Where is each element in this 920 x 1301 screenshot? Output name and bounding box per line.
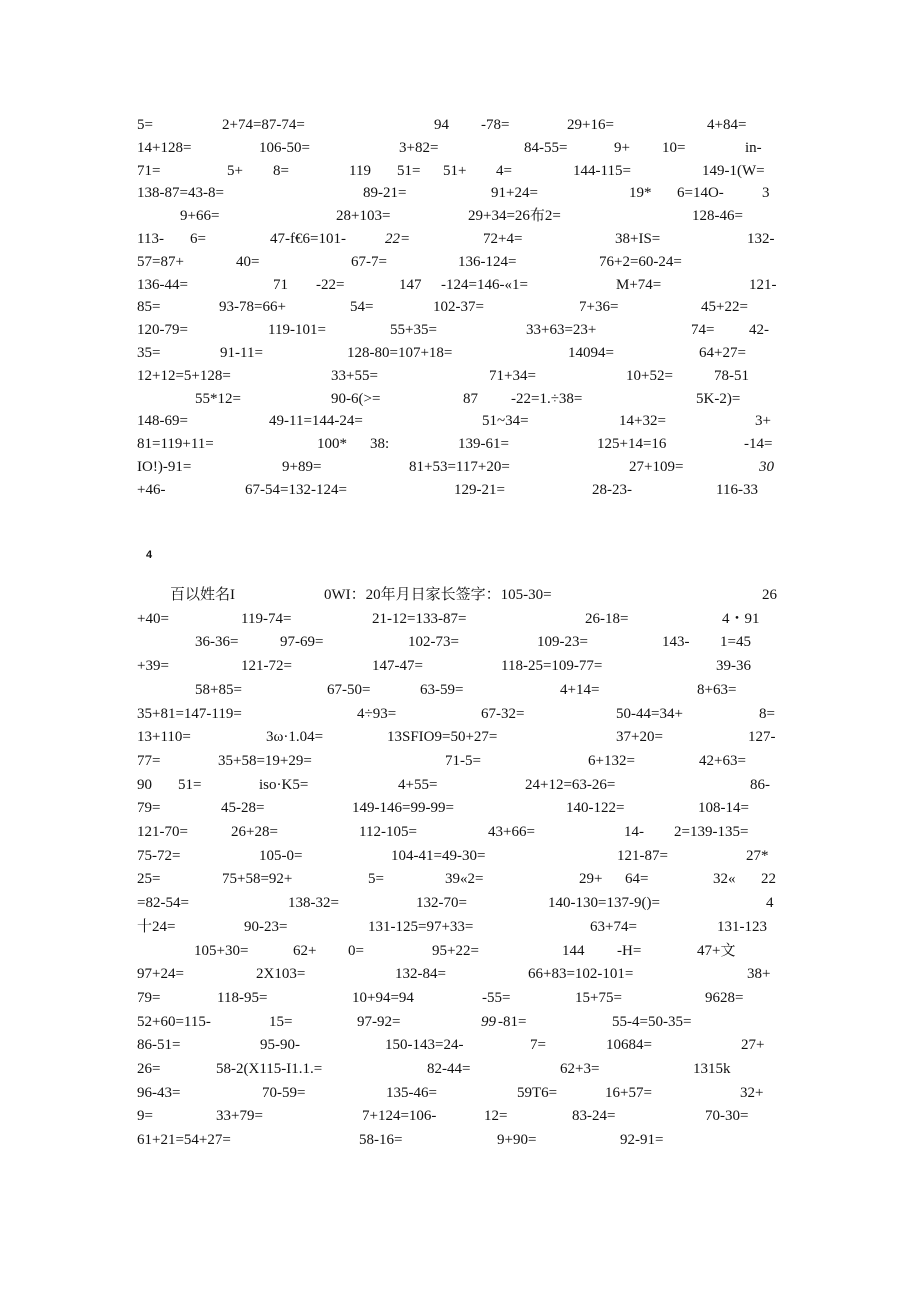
worksheet-line — [0, 228, 920, 250]
math-expression: 0WI：20年月日家长签字：105-30= — [324, 587, 552, 603]
math-expression: 8+63= — [697, 681, 737, 698]
math-expression: 96-43= — [137, 1084, 181, 1101]
math-expression: 113- — [137, 231, 164, 247]
math-expression: -H= — [617, 942, 642, 959]
math-expression: 3+82= — [399, 139, 439, 156]
math-expression: 45+22= — [701, 299, 748, 316]
math-expression: 108-14= — [698, 800, 749, 817]
math-expression: 21-12=133-87= — [372, 610, 467, 627]
worksheet-line — [0, 679, 920, 701]
math-expression: 47-f€6=101- — [270, 231, 346, 247]
worksheet-line — [0, 916, 920, 938]
math-expression: 90-23= — [244, 918, 288, 935]
worksheet-line — [0, 114, 920, 136]
math-expression: 19* — [629, 185, 652, 202]
math-expression: 8= — [273, 162, 289, 179]
math-expression: 70-59= — [262, 1084, 306, 1101]
math-expression: 148-69= — [137, 413, 188, 430]
worksheet-line — [0, 137, 920, 159]
page-number: 4 — [146, 549, 153, 561]
math-expression: 5= — [368, 871, 384, 888]
math-expression: 136-44= — [137, 276, 188, 293]
math-expression: 十24= — [137, 918, 176, 935]
math-expression: 51= — [178, 776, 202, 793]
math-expression: 139-61= — [458, 436, 509, 453]
math-expression: 4÷93= — [357, 705, 397, 722]
worksheet-line — [0, 821, 920, 843]
math-expression: -55= — [482, 989, 511, 1006]
math-expression: 83-24= — [572, 1108, 616, 1125]
worksheet-line — [0, 342, 920, 364]
math-expression: 87 — [463, 390, 478, 407]
math-expression: 131-123 — [717, 918, 767, 935]
math-expression: 51= — [397, 162, 421, 179]
worksheet-line — [0, 319, 920, 341]
math-expression: 147-47= — [372, 658, 423, 675]
math-expression: 102-37= — [433, 299, 484, 316]
math-expression: 50-44=34+ — [616, 705, 683, 722]
math-expression: 26+28= — [231, 824, 278, 840]
math-expression: 109-23= — [537, 634, 588, 651]
math-expression: 70-30= — [705, 1108, 749, 1125]
math-expression: 24+12=63-26= — [525, 776, 616, 793]
math-expression: 119-74= — [241, 610, 292, 627]
math-expression: 26-18= — [585, 610, 629, 627]
math-expression: 55-4=50-35= — [612, 1013, 692, 1030]
math-expression: 1315k — [693, 1061, 731, 1077]
math-expression: 84-55= — [524, 139, 568, 156]
math-expression: 15+75= — [575, 989, 622, 1006]
math-expression: 72+4= — [483, 231, 523, 247]
math-expression: 45-28= — [221, 800, 265, 817]
worksheet-line — [0, 1058, 920, 1080]
math-expression: 28+103= — [336, 208, 391, 225]
math-expression: 32+ — [740, 1084, 764, 1101]
math-expression: 10+52= — [626, 367, 673, 384]
math-expression: 10= — [662, 139, 686, 156]
math-expression: 40= — [236, 253, 260, 270]
worksheet-line — [0, 456, 920, 478]
math-expression: 128-46= — [692, 208, 743, 225]
math-expression: 0= — [348, 942, 364, 959]
math-expression: 2=139-135= — [674, 824, 749, 840]
math-expression: 12+12=5+128= — [137, 367, 231, 384]
math-expression: 121-72= — [241, 658, 292, 675]
math-expression: 127- — [748, 729, 776, 746]
math-expression: 3+ — [755, 413, 771, 430]
worksheet-line — [0, 845, 920, 867]
math-expression: 25= — [137, 871, 161, 888]
math-expression: M+74= — [616, 276, 662, 293]
math-expression: 63+74= — [590, 918, 637, 935]
math-expression: 5= — [137, 117, 153, 133]
math-expression: 2X103= — [256, 966, 306, 983]
worksheet-line — [0, 274, 920, 296]
math-expression: 7= — [530, 1037, 546, 1054]
math-expression: 2+74=87-74= — [222, 117, 305, 133]
math-expression: 66+83=102-101= — [528, 966, 634, 983]
math-expression: 27* — [746, 847, 769, 864]
math-expression: iso·K5= — [259, 776, 309, 793]
math-expression: 10684= — [606, 1037, 652, 1054]
math-expression: 39-36 — [716, 658, 751, 675]
math-expression: 14+128= — [137, 139, 192, 156]
worksheet-line — [0, 410, 920, 432]
math-expression: 95-90- — [260, 1037, 300, 1054]
math-expression: 79= — [137, 989, 161, 1006]
math-expression: 82-44= — [427, 1061, 471, 1077]
math-expression: IO!)-91= — [137, 459, 192, 475]
worksheet-line — [0, 655, 920, 677]
math-expression: 29+16= — [567, 117, 614, 133]
math-expression: 79= — [137, 800, 161, 817]
worksheet-line — [0, 750, 920, 772]
math-expression: 131-125=97+33= — [368, 918, 474, 935]
math-expression: 7+36= — [579, 299, 619, 316]
math-expression: 16+57= — [605, 1084, 652, 1101]
math-expression: 55*12= — [195, 390, 241, 407]
math-expression: 13+110= — [137, 729, 191, 746]
math-expression: 62+ — [293, 942, 317, 959]
math-expression: 35+81=147-119= — [137, 705, 242, 722]
math-expression: 26= — [137, 1061, 161, 1077]
worksheet-line — [0, 433, 920, 455]
math-expression: 8= — [759, 705, 775, 722]
math-expression: 81=119+11= — [137, 436, 214, 453]
math-expression: 58-16= — [359, 1132, 403, 1149]
math-expression: 4+84= — [707, 117, 747, 133]
math-expression: 99 — [481, 1013, 496, 1030]
math-expression: 89-21= — [363, 185, 407, 202]
math-expression: -124=146-«1= — [441, 276, 528, 293]
worksheet-line — [0, 1129, 920, 1151]
math-expression: 95+22= — [432, 942, 479, 959]
math-expression: +46- — [137, 481, 166, 498]
math-expression: 26 — [762, 587, 777, 603]
math-expression: 58+85= — [195, 681, 242, 698]
math-expression: 91+24= — [491, 185, 538, 202]
math-expression: 33+79= — [216, 1108, 263, 1125]
math-expression: 112-105= — [359, 824, 417, 840]
worksheet-line — [0, 296, 920, 318]
math-expression: 86- — [750, 776, 770, 793]
math-expression: 9= — [137, 1108, 153, 1125]
math-expression: 51~34= — [482, 413, 529, 430]
math-expression: 138-32= — [288, 895, 339, 912]
math-expression: 43+66= — [488, 824, 535, 840]
math-expression: 4・91 — [722, 610, 760, 627]
math-expression: 100* — [317, 436, 347, 453]
math-expression: 62+3= — [560, 1061, 600, 1077]
worksheet-line — [0, 631, 920, 653]
math-expression: 71= — [137, 162, 161, 179]
math-expression: 67-7= — [351, 253, 387, 270]
math-expression: 14094= — [568, 345, 614, 361]
math-expression: 116-33 — [716, 481, 758, 498]
math-expression: 47+文 — [697, 942, 736, 959]
math-expression: 59T6= — [517, 1084, 558, 1101]
math-expression: 5+ — [227, 162, 243, 179]
math-expression: 64= — [625, 871, 649, 888]
math-expression: 132- — [747, 231, 775, 247]
math-expression: 121-70= — [137, 824, 188, 840]
math-expression: 86-51= — [137, 1037, 181, 1054]
math-expression: 42- — [749, 322, 769, 339]
math-expression: 52+60=115- — [137, 1013, 211, 1030]
math-expression: 百以姓名I — [170, 587, 235, 603]
math-expression: 144-115= — [573, 162, 631, 179]
worksheet-line — [0, 365, 920, 387]
worksheet-line — [0, 797, 920, 819]
math-expression: 63-59= — [420, 681, 464, 698]
math-expression: 30 — [759, 459, 774, 475]
math-expression: 58-2(X115-I1.1.= — [216, 1061, 323, 1077]
math-expression: 9+ — [614, 139, 630, 156]
math-expression: 91-11= — [220, 345, 263, 361]
math-expression: 97-69= — [280, 634, 324, 651]
worksheet-line — [0, 774, 920, 796]
math-expression: 64+27= — [699, 345, 746, 361]
math-expression: 71+34= — [489, 367, 536, 384]
math-expression: 136-124= — [458, 253, 517, 270]
math-expression: 81+53=117+20= — [409, 459, 510, 475]
math-expression: 121- — [749, 276, 777, 293]
math-expression: -81= — [498, 1013, 527, 1030]
math-expression: 121-87= — [617, 847, 668, 864]
worksheet-line — [0, 584, 920, 606]
math-expression: +39= — [137, 658, 169, 675]
math-expression: 39«2= — [445, 871, 484, 888]
math-expression: 93-78=66+ — [219, 299, 286, 316]
math-expression: 51+ — [443, 162, 467, 179]
math-expression: 119-101= — [268, 322, 326, 339]
worksheet-line — [0, 987, 920, 1009]
math-expression: =82-54= — [137, 895, 189, 912]
math-expression: 27+ — [741, 1037, 765, 1054]
math-expression: 140-130=137-9()= — [548, 895, 660, 912]
math-expression: -14= — [744, 436, 773, 453]
math-expression: 29+ — [579, 871, 603, 888]
math-expression: 55+35= — [390, 322, 437, 339]
math-expression: 38+IS= — [615, 231, 661, 247]
math-expression: 29+34=26布2= — [468, 208, 561, 225]
math-expression: 38+ — [747, 966, 771, 983]
math-expression: 33+63=23+ — [526, 322, 597, 339]
worksheet-line — [0, 868, 920, 890]
math-expression: 120-79= — [137, 322, 188, 339]
math-expression: 90-6(>= — [331, 390, 381, 407]
math-expression: 9+89= — [282, 459, 322, 475]
math-expression: 12= — [484, 1108, 508, 1125]
math-expression: 75+58=92+ — [222, 871, 293, 888]
worksheet-line — [0, 1034, 920, 1056]
math-expression: 77= — [137, 752, 161, 769]
worksheet-line — [0, 1105, 920, 1127]
worksheet-line — [0, 479, 920, 501]
math-expression: 61+21=54+27= — [137, 1132, 231, 1149]
math-expression: 22= — [385, 231, 411, 247]
math-expression: 10+94=94 — [352, 989, 414, 1006]
math-expression: 140-122= — [566, 800, 625, 817]
math-expression: 54= — [350, 299, 374, 316]
math-expression: 14+32= — [619, 413, 666, 430]
math-expression: 35= — [137, 345, 161, 361]
worksheet-line — [0, 726, 920, 748]
math-expression: 6=14O- — [677, 185, 724, 202]
worksheet-line — [0, 205, 920, 227]
math-expression: 13SFIO9=50+27= — [387, 729, 498, 746]
math-expression: 38: — [370, 436, 390, 453]
math-expression: 128-80=107+18= — [347, 345, 453, 361]
math-expression: 67-50= — [327, 681, 371, 698]
math-expression: 42+63= — [699, 752, 746, 769]
math-expression: 147 — [399, 276, 422, 293]
math-expression: 37+20= — [616, 729, 663, 746]
math-expression: 129-21= — [454, 481, 505, 498]
worksheet-line — [0, 182, 920, 204]
math-expression: 119 — [349, 162, 371, 179]
math-expression: 1=45 — [720, 634, 751, 651]
math-expression: 9628= — [705, 989, 744, 1006]
math-expression: 104-41=49-30= — [391, 847, 486, 864]
math-expression: 67-54=132-124= — [245, 481, 347, 498]
math-expression: 14- — [624, 824, 644, 840]
math-expression: 149-146=99-99= — [352, 800, 454, 817]
worksheet-line — [0, 251, 920, 273]
math-expression: 149-1(W= — [702, 162, 765, 179]
math-expression: 74= — [691, 322, 715, 339]
math-expression: 36-36= — [195, 634, 239, 651]
math-expression: in- — [745, 139, 762, 156]
math-expression: 9+90= — [497, 1132, 537, 1149]
math-expression: 4 — [766, 895, 774, 912]
math-expression: 138-87=43-8= — [137, 185, 224, 202]
math-expression: 106-50= — [259, 139, 310, 156]
math-expression: 144 — [562, 942, 585, 959]
math-expression: 150-143=24- — [385, 1037, 464, 1054]
math-expression: -22=1.÷38= — [511, 390, 583, 407]
math-expression: 97+24= — [137, 966, 184, 983]
math-expression: 27+109= — [629, 459, 684, 475]
math-expression: 90 — [137, 776, 152, 793]
math-expression: 9+66= — [180, 208, 220, 225]
math-expression: 4+14= — [560, 681, 600, 698]
worksheet-line — [0, 388, 920, 410]
math-expression: 105-0= — [259, 847, 303, 864]
math-expression: -22= — [316, 276, 345, 293]
math-expression: 5K-2)= — [696, 390, 741, 407]
worksheet-line — [0, 703, 920, 725]
worksheet-line — [0, 608, 920, 630]
math-expression: 4+55= — [398, 776, 438, 793]
math-expression: 71-5= — [445, 752, 481, 769]
math-expression: 6+132= — [588, 752, 635, 769]
math-expression: 4= — [496, 162, 512, 179]
math-expression: 97-92= — [357, 1013, 401, 1030]
math-expression: 143- — [662, 634, 690, 651]
math-expression: 118-95= — [217, 989, 268, 1006]
math-expression: 35+58=19+29= — [218, 752, 312, 769]
worksheet-line — [0, 160, 920, 182]
math-expression: 78-51 — [714, 367, 749, 384]
math-expression: 94 — [434, 117, 449, 133]
worksheet-line — [0, 1082, 920, 1104]
math-expression: 71 — [273, 276, 288, 293]
math-expression: 118-25=109-77= — [501, 658, 603, 675]
math-expression: -78= — [481, 117, 510, 133]
math-expression: 3 — [762, 185, 770, 202]
math-expression: 22 — [761, 871, 776, 888]
math-expression: 3ω·1.04= — [266, 729, 324, 746]
math-expression: 57=87+ — [137, 253, 184, 270]
math-expression: 28-23- — [592, 481, 632, 498]
math-expression: 105+30= — [194, 942, 249, 959]
math-expression: 102-73= — [408, 634, 459, 651]
math-expression: 85= — [137, 299, 161, 316]
math-expression: 132-84= — [395, 966, 446, 983]
math-expression: 135-46= — [386, 1084, 437, 1101]
math-expression: 75-72= — [137, 847, 181, 864]
math-expression: 7+124=106- — [362, 1108, 437, 1125]
math-expression: +40= — [137, 610, 169, 627]
math-expression: 32« — [713, 871, 736, 888]
math-expression: 76+2=60-24= — [599, 253, 682, 270]
math-expression: 132-70= — [416, 895, 467, 912]
math-expression: 33+55= — [331, 367, 378, 384]
math-expression: 67-32= — [481, 705, 525, 722]
math-expression: 15= — [269, 1013, 293, 1030]
math-expression: 49-11=144-24= — [269, 413, 363, 430]
worksheet-line — [0, 1011, 920, 1033]
math-expression: 125+14=16 — [597, 436, 667, 453]
math-expression: 92-91= — [620, 1132, 664, 1149]
worksheet-line — [0, 963, 920, 985]
worksheet-line — [0, 940, 920, 962]
worksheet-line — [0, 892, 920, 914]
math-expression: 6= — [190, 231, 206, 247]
